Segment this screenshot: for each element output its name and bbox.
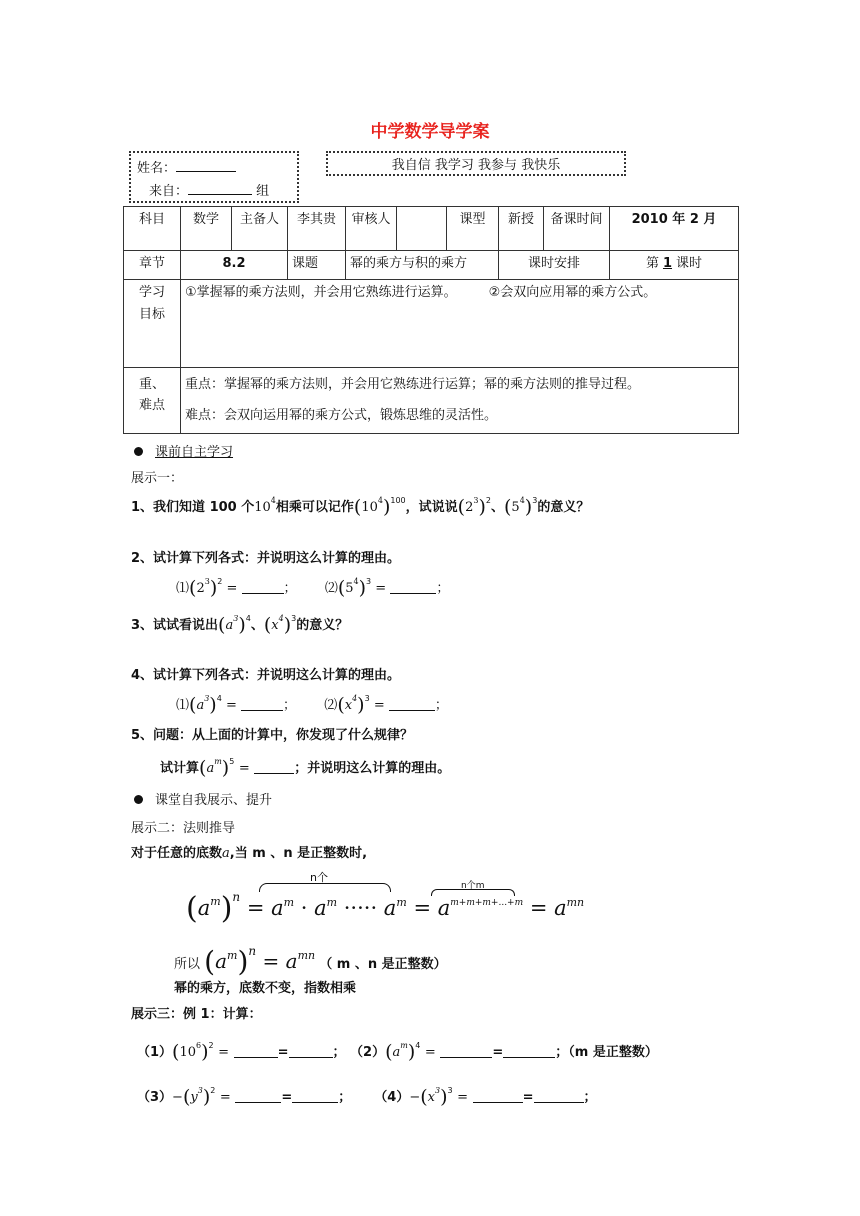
author-label: 主备人 (232, 207, 288, 251)
motto-box (326, 151, 626, 176)
key-point: 重点：掌握幂的乘方法则，并会用它熟练进行运算；幂的乘方法则的推导过程。 (185, 377, 641, 392)
goals-cell (181, 280, 739, 368)
goals-text1: ①掌握幂的乘方法则，并会用它熟练进行运算。 (185, 285, 457, 300)
goals-label: 学习目标 (124, 280, 181, 368)
answer-blank[interactable] (390, 593, 436, 594)
page-title: 中学数学导学案 (370, 122, 490, 142)
answer-blank[interactable] (254, 773, 294, 774)
bullet-icon (134, 795, 143, 804)
power-derivation: $(a^m)^n = a^m \cdot a^m$ ····· $a^m = a^{m+m+m+...+m} = a^{mn}$ (186, 890, 585, 926)
subject-value: 数学 (181, 207, 232, 251)
section1-heading: 课前自主学习 (134, 441, 233, 460)
table-row (124, 368, 739, 434)
answer-blank[interactable] (440, 1057, 492, 1058)
info-table (123, 206, 739, 434)
show2-label: 展示二：法则推导 (131, 821, 236, 836)
from-blank[interactable] (188, 181, 252, 195)
name-blank[interactable] (176, 158, 236, 172)
goals-text2: ②会双向应用幂的乘方公式。 (488, 285, 657, 300)
period-prefix: 第 (645, 256, 659, 271)
answer-blank[interactable] (242, 593, 284, 594)
q2-items: $⑴(2^3)^2$ = ； $⑵(5^4)^3$ = ； (176, 577, 450, 599)
q4: 4、试计算下列各式：并说明这么计算的理由。 (131, 668, 401, 683)
key-cell (181, 368, 739, 434)
reviewer-label: 审核人 (346, 207, 397, 251)
answer-blank[interactable] (473, 1102, 523, 1103)
motto-text: 我自信 我学习 我参与 我快乐 (391, 158, 561, 173)
table-row (124, 280, 739, 368)
answer-blank[interactable] (241, 710, 283, 711)
prep-time-label: 备课时间 (544, 207, 610, 251)
author-value: 李其贵 (288, 207, 346, 251)
from-line (149, 180, 269, 199)
so-line: 所以 $(a^m)^n = a^{mn}$ （ m 、n 是正整数） (174, 944, 447, 978)
rule-intro: 对于任意的底数a,当 m 、n 是正整数时, (131, 846, 368, 861)
difficulty: 难点：会双向运用幂的乘方公式，锻炼思维的灵活性。 (185, 408, 498, 423)
rule-statement: 幂的乘方，底数不变，指数相乘 (174, 981, 357, 996)
prep-time-value: 2010 年 2 月 (610, 207, 739, 251)
answer-blank[interactable] (389, 710, 435, 711)
answer-blank[interactable] (503, 1057, 555, 1058)
topic-label: 课题 (288, 251, 346, 280)
answer-blank[interactable] (235, 1102, 281, 1103)
chapter-value: 8.2 (181, 251, 288, 280)
nm-label: n个m (461, 881, 485, 891)
period-suffix: 课时 (676, 256, 703, 271)
topic-value: 幂的乘方与积的乘方 (346, 251, 499, 280)
from-label: 来自： (149, 184, 189, 199)
name-label: 姓名： (137, 161, 177, 176)
schedule-label: 课时安排 (499, 251, 610, 280)
q3: 3、试试看说出$(a^3)^4$、$(x^4)^3$的意义？ (131, 614, 349, 636)
answer-blank[interactable] (234, 1057, 278, 1058)
chapter-label: 章节 (124, 251, 181, 280)
key-label: 重、难点 (124, 368, 181, 434)
show3-label: 展示三：例 1：计算： (131, 1007, 262, 1022)
q5: 5、问题：从上面的计算中，你发现了什么规律？ (131, 728, 414, 743)
answer-blank[interactable] (534, 1102, 584, 1103)
bullet-icon (134, 447, 143, 456)
n-times-label: n个 (310, 871, 328, 884)
q1: 1、我们知道 100 个$10^4$相乘可以记作$(10^4)^{100}$，试说说$(2^3)^2$、$(5^4)^3$的意义？ (131, 496, 590, 518)
reviewer-value[interactable] (397, 207, 447, 251)
q4-items: $⑴(a^3)^4$ = ； $⑵(x^4)^3$ = ； (176, 694, 448, 716)
type-label: 课型 (447, 207, 499, 251)
period-number: 1 (662, 256, 673, 271)
example-row-2: $(3)-(y^3)^2$ = = ； $(4)-(x^3)^3$ = = ； (137, 1086, 597, 1108)
show1-label: 展示一： (131, 471, 184, 486)
type-value: 新授 (499, 207, 544, 251)
q5-try: 试计算$(a^m)^5$ = ；并说明这么计算的理由。 (160, 757, 451, 779)
name-box (129, 151, 299, 203)
answer-blank[interactable] (289, 1057, 333, 1058)
q2: 2、试计算下列各式：并说明这么计算的理由。 (131, 551, 401, 566)
table-row (124, 251, 739, 280)
period-cell (610, 251, 739, 280)
example-row-1: $(1)(10^6)^2$ = = ； $(2)(a^m)^4$ = = ；（m 是正整数） (137, 1041, 658, 1063)
name-line (137, 157, 236, 176)
subject-label: 科目 (124, 207, 181, 251)
table-row (124, 207, 739, 251)
group-label: 组 (256, 184, 270, 199)
answer-blank[interactable] (292, 1102, 338, 1103)
section2-heading: 课堂自我展示、提升 (134, 789, 272, 808)
